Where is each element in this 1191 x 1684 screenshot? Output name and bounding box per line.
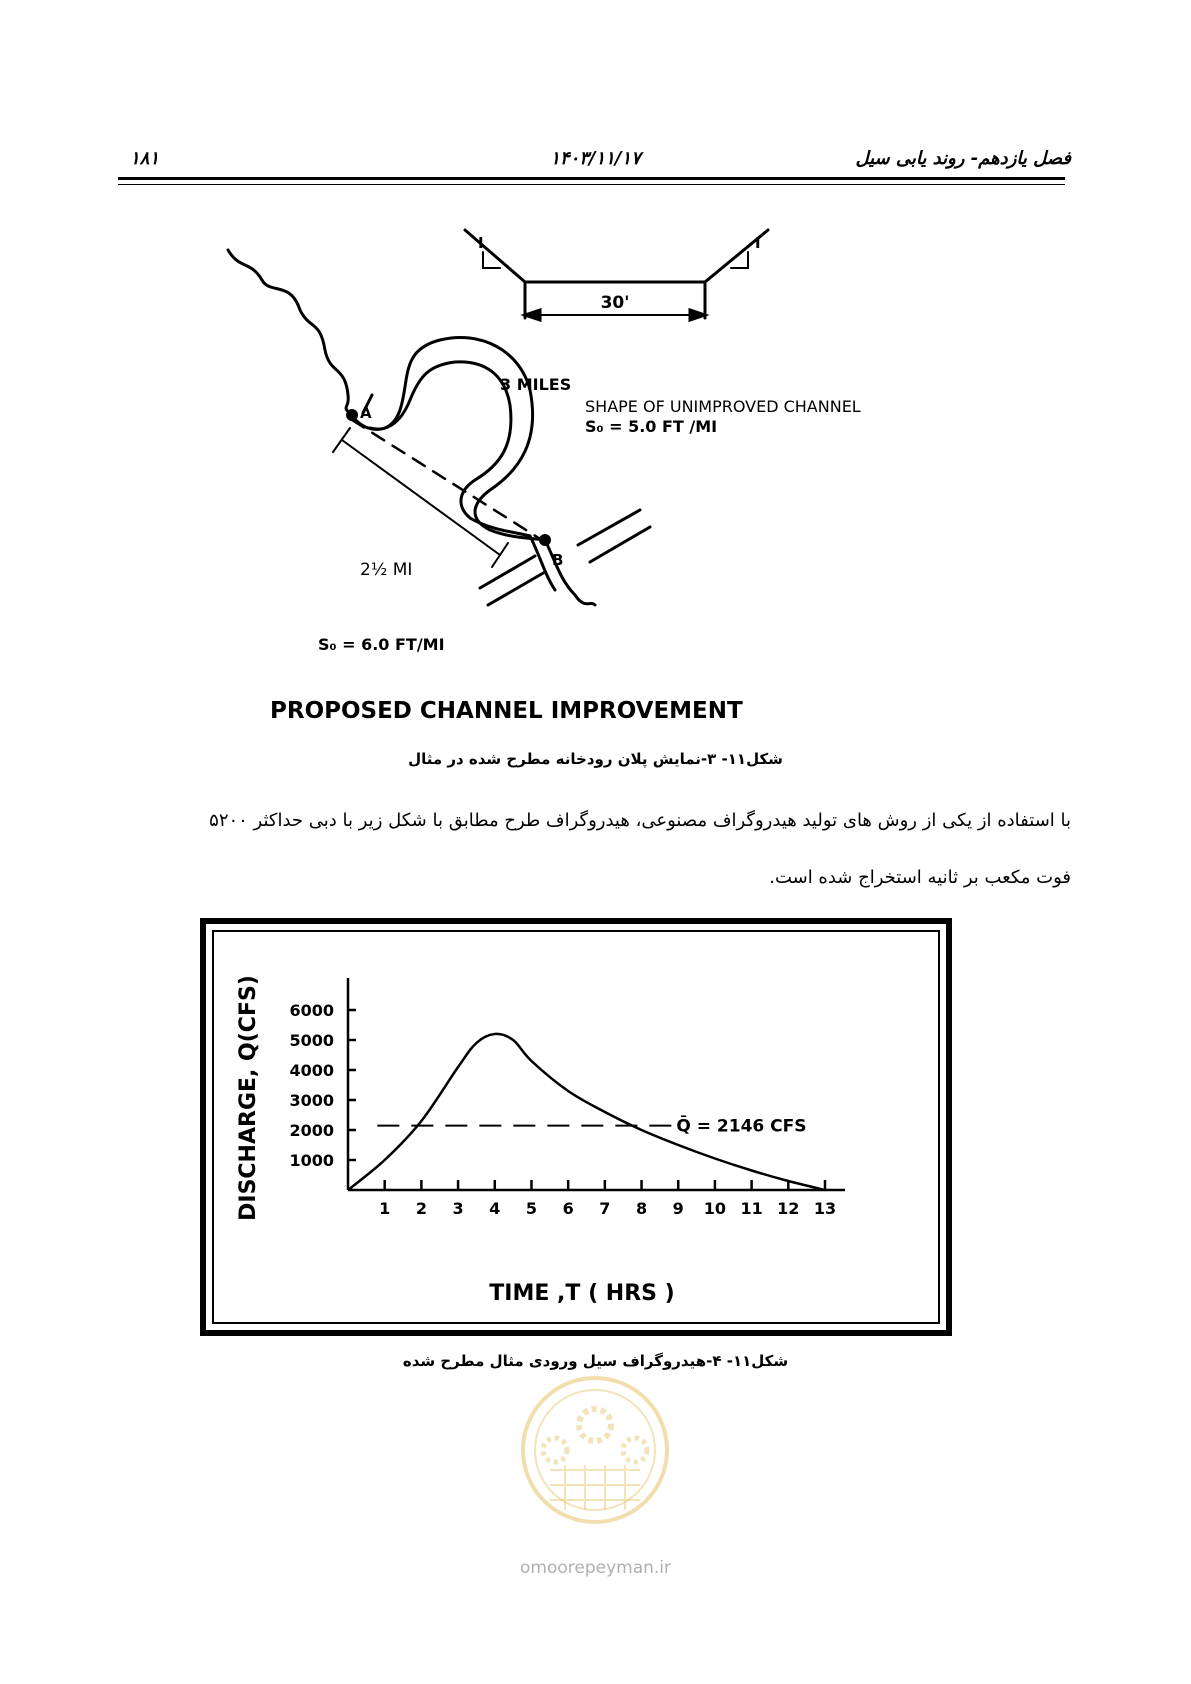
unimproved-slope-label: S₀ = 5.0 FT /MI <box>585 417 718 436</box>
unimproved-shape-label: SHAPE OF UNIMPROVED CHANNEL <box>585 397 861 416</box>
page-number: ۱۸۱ <box>130 148 160 169</box>
downstream-river <box>545 540 595 605</box>
x-tick-label: 13 <box>813 1199 837 1218</box>
upstream-river <box>228 250 352 415</box>
x-tick-label: 12 <box>777 1199 800 1218</box>
slope-mark-left: I <box>478 234 484 252</box>
cross-section-outline <box>465 230 768 282</box>
x-tick-label: 5 <box>525 1199 538 1218</box>
proposed-cut-line <box>352 420 545 542</box>
cut-distance-label: 2½ MI <box>360 560 413 580</box>
y-tick-label: 3000 <box>289 1091 334 1110</box>
slope-mark-right: I <box>755 234 761 252</box>
figure3-caption: شکل۱۱- ۳-نمایش پلان رودخانه مطرح شده در مثال <box>408 750 783 768</box>
y-tick-label: 5000 <box>289 1031 334 1050</box>
y-tick-label: 4000 <box>289 1061 334 1080</box>
point-a-label: A <box>360 404 372 422</box>
x-tick-label: 8 <box>635 1199 648 1218</box>
paragraph-line-1: با استفاده از یکی از روش های تولید هیدروگراف مصنوعی، هیدروگراف طرح مطابق با شکل زیر با دبی حداکثر ۵۲۰۰ <box>209 810 1071 831</box>
x-tick-label: 7 <box>599 1199 611 1218</box>
x-tick-label: 11 <box>740 1199 763 1218</box>
watermark-logo <box>495 1370 695 1550</box>
header-rule-thick <box>118 177 1065 180</box>
running-header-chapter: فصل یازدهم- روند یابی سیل <box>855 148 1071 169</box>
header-rule-thin <box>118 184 1065 185</box>
point-b-label: B <box>552 551 564 569</box>
figure4-caption: شکل۱۱- ۴-هیدروگراف سیل ورودی مثال مطرح شده <box>402 1352 789 1370</box>
y-tick-label: 2000 <box>289 1121 334 1140</box>
x-axis-label: TIME ,T ( HRS ) <box>489 1281 675 1306</box>
x-tick-label: 6 <box>562 1199 574 1218</box>
x-tick-label: 3 <box>452 1199 464 1218</box>
x-tick-label: 9 <box>672 1199 684 1218</box>
y-tick-label: 6000 <box>289 1001 334 1020</box>
y-tick-label: 1000 <box>289 1151 334 1170</box>
channel-plan-figure <box>0 200 1191 730</box>
y-axis-label: DISCHARGE, Q(CFS) <box>236 975 261 1221</box>
x-tick-label: 1 <box>379 1199 391 1218</box>
improved-slope-label: S₀ = 6.0 FT/MI <box>318 635 445 654</box>
mean-discharge-label: Q̄ = 2146 CFS <box>676 1116 807 1137</box>
x-tick-label: 4 <box>489 1199 501 1218</box>
watermark-url: omoorepeyman.ir <box>519 1558 672 1578</box>
figure3-title: PROPOSED CHANNEL IMPROVEMENT <box>270 698 743 724</box>
meander-length-label: 3 MILES <box>500 375 572 394</box>
x-tick-label: 2 <box>415 1199 427 1218</box>
cross-section-width: 30' <box>600 293 630 313</box>
running-header-date: ۱۴۰۳/۱۱/۱۷ <box>550 148 641 169</box>
x-tick-label: 10 <box>703 1199 727 1218</box>
paragraph-line-2: فوت مکعب بر ثانیه استخراج شده است. <box>769 867 1071 888</box>
hydrograph-chart <box>200 918 952 1336</box>
